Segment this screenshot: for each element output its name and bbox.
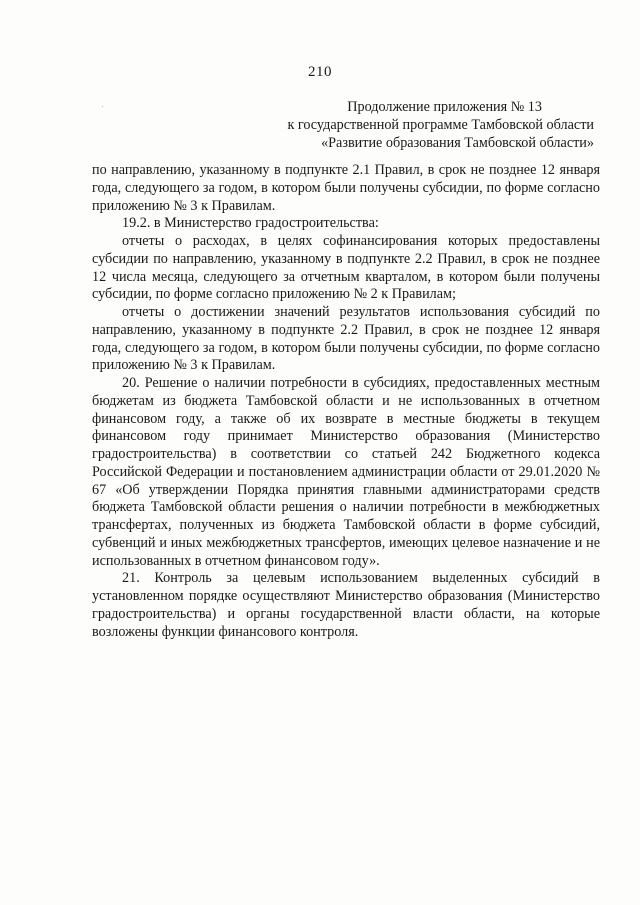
paragraph-21: 21. Контроль за целевым использованием выделенных субсидий в установленном порядке осуществляют Министерство образования (Министерство градостроительства) и органы государственной власти области, на которые возложены функции финансового контроля.	[92, 570, 600, 640]
paragraph-expense-reports: отчеты о расходах, в целях софинансирования которых предоставлены субсидии по направлению, указанному в подпункте 2.2 Правил, в срок не позднее 12 числа месяца, следующего за отчетным кварталом, в котором были получены субсидии, по форме согласно приложению № 2 к Правилам;	[92, 233, 600, 303]
paragraph-20: 20. Решение о наличии потребности в субсидиях, предоставленных местным бюджетам из бюджета Тамбовской области и не использованных в отчетном финансовом году, а также об их возврате в местные бюджеты в текущем финансовом году принимает Министерство образования (Министерство градостроительства) в соответствии со статьей 242 Бюджетного кодекса Российской Федерации и постановлением администрации области от 29.01.2020 № 67 «Об утверждении Порядка принятия главными администраторами средств бюджета Тамбовской области решения о наличии потребности в межбюджетных трансфертах, полученных из бюджета Тамбовской области в форме субсидий, субвенций и иных межбюджетных трансфертов, имеющих целевое назначение и не использованных в отчетном финансовом году».	[92, 375, 600, 569]
appendix-header-line-2: к государственной программе Тамбовской области	[287, 117, 594, 133]
appendix-header	[194, 98, 594, 152]
appendix-header-line-3: «Развитие образования Тамбовской области»	[321, 135, 594, 151]
appendix-header-line-1: Продолжение приложения № 13	[347, 99, 542, 115]
paragraph-continuation: по направлению, указанному в подпункте 2.1 Правил, в срок не позднее 12 января года, следующего за годом, в котором были получены субсидии, по форме согласно приложению № 3 к Правилам.	[92, 162, 600, 214]
paragraph-results-reports: отчеты о достижении значений результатов использования субсидий по направлению, указанному в подпункте 2.2 Правил, в срок не позднее 12 января года, следующего за годом, в котором были получены субсидии, по форме согласно приложению № 3 к Правилам.	[92, 304, 600, 374]
page-number: 210	[308, 64, 332, 80]
scan-speck	[102, 106, 103, 107]
paragraph-19-2: 19.2. в Министерство градостроительства:	[122, 215, 379, 232]
document-body	[92, 162, 600, 641]
